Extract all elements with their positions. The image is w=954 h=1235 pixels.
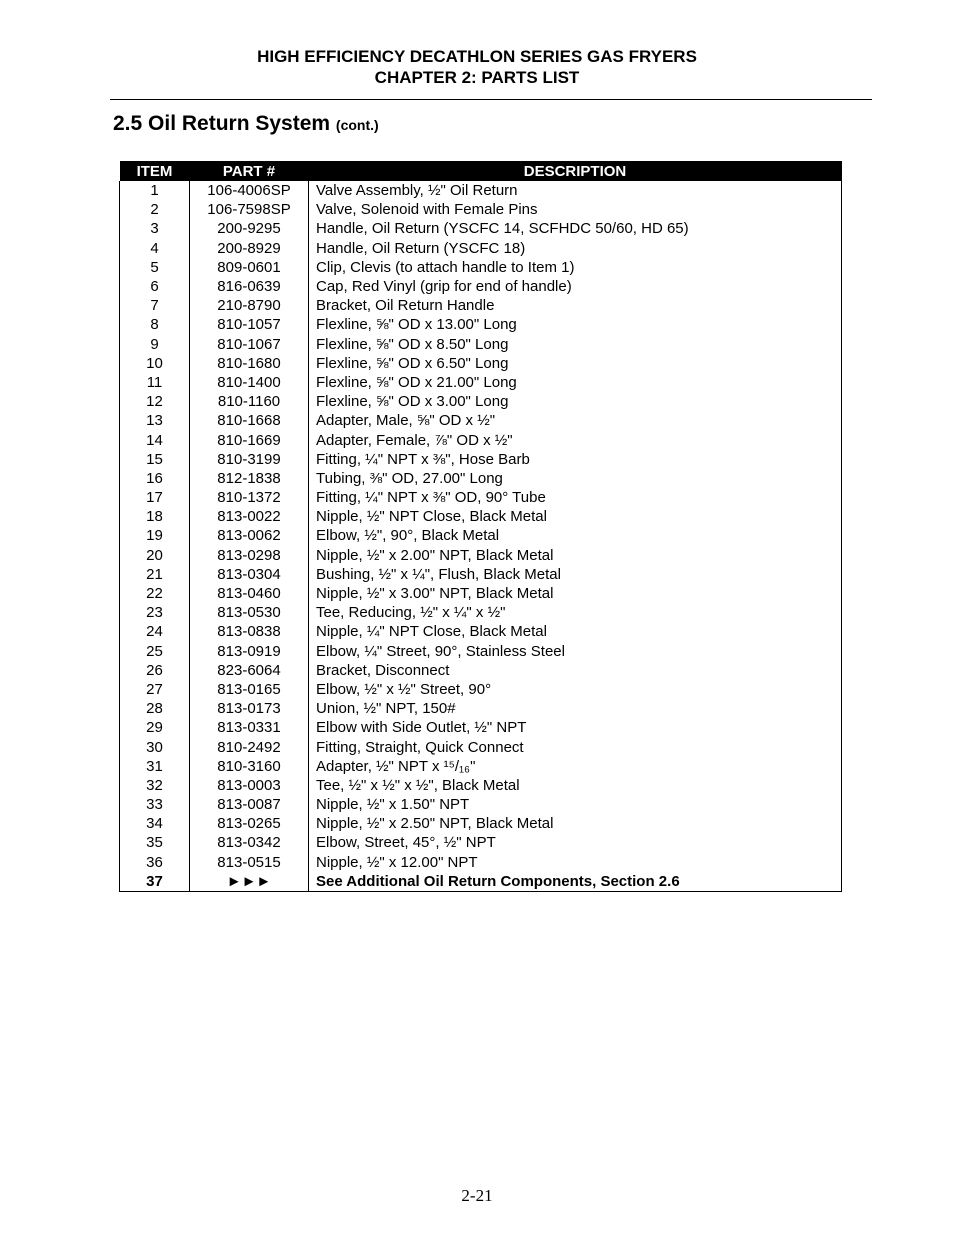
- table-row: [120, 373, 842, 392]
- part-number-cell: 813-0087: [190, 795, 309, 814]
- table-row: [120, 603, 842, 622]
- item-cell: 37: [120, 872, 190, 892]
- item-cell: 27: [120, 680, 190, 699]
- table-row: [120, 354, 842, 373]
- item-cell: 13: [120, 411, 190, 430]
- description-cell: Fitting, Straight, Quick Connect: [309, 737, 842, 756]
- item-cell: 14: [120, 430, 190, 449]
- part-number-cell: 813-0173: [190, 699, 309, 718]
- section-title: [113, 112, 379, 136]
- description-cell: Bracket, Disconnect: [309, 661, 842, 680]
- part-number-cell: 810-1680: [190, 354, 309, 373]
- part-number-cell: 813-0062: [190, 526, 309, 545]
- item-cell: 24: [120, 622, 190, 641]
- item-cell: 20: [120, 546, 190, 565]
- item-cell: 6: [120, 277, 190, 296]
- table-row: [120, 277, 842, 296]
- header-chapter: CHAPTER 2: PARTS LIST: [374, 68, 580, 87]
- description-cell: Elbow, Street, 45°, ½" NPT: [309, 833, 842, 852]
- part-number-cell: 810-1668: [190, 411, 309, 430]
- part-number-cell: 810-3199: [190, 450, 309, 469]
- column-header-description: DESCRIPTION: [309, 161, 842, 181]
- part-number-cell: 813-0331: [190, 718, 309, 737]
- part-number-cell: 823-6064: [190, 661, 309, 680]
- item-cell: 15: [120, 450, 190, 469]
- table-row: [120, 757, 842, 776]
- description-cell: Flexline, ⅝" OD x 13.00" Long: [309, 315, 842, 334]
- part-number-cell: 813-0342: [190, 833, 309, 852]
- table-row: [120, 718, 842, 737]
- item-cell: 26: [120, 661, 190, 680]
- section-title-text: 2.5 Oil Return System: [113, 112, 331, 135]
- table-header-row: [120, 161, 842, 181]
- item-cell: 10: [120, 354, 190, 373]
- table-row: [120, 258, 842, 277]
- table-row: [120, 814, 842, 833]
- part-number-cell: 816-0639: [190, 277, 309, 296]
- description-cell: Bushing, ½" x ¼", Flush, Black Metal: [309, 565, 842, 584]
- part-number-cell: 813-0003: [190, 776, 309, 795]
- item-cell: 2: [120, 200, 190, 219]
- table-row: [120, 699, 842, 718]
- part-number-cell: 812-1838: [190, 469, 309, 488]
- item-cell: 21: [120, 565, 190, 584]
- item-cell: 17: [120, 488, 190, 507]
- column-header-item: ITEM: [120, 161, 190, 181]
- part-number-cell: 813-0515: [190, 853, 309, 872]
- description-cell: Handle, Oil Return (YSCFC 14, SCFHDC 50/60, HD 65): [309, 219, 842, 238]
- description-cell: Cap, Red Vinyl (grip for end of handle): [309, 277, 842, 296]
- table-row: [120, 584, 842, 603]
- table-row: [120, 795, 842, 814]
- item-cell: 32: [120, 776, 190, 795]
- item-cell: 12: [120, 392, 190, 411]
- part-number-cell: 810-1400: [190, 373, 309, 392]
- description-cell: Adapter, ½" NPT x ¹⁵/₁₆": [309, 757, 842, 776]
- description-cell: Handle, Oil Return (YSCFC 18): [309, 239, 842, 258]
- part-number-cell: ►►►: [190, 872, 309, 892]
- description-cell: Bracket, Oil Return Handle: [309, 296, 842, 315]
- description-cell: Adapter, Female, ⅞" OD x ½": [309, 430, 842, 449]
- page-number: 2-21: [461, 1186, 493, 1205]
- part-number-cell: 813-0165: [190, 680, 309, 699]
- table-row: [120, 776, 842, 795]
- table-row: [120, 315, 842, 334]
- description-cell: Elbow, ¼" Street, 90°, Stainless Steel: [309, 642, 842, 661]
- part-number-cell: 813-0838: [190, 622, 309, 641]
- column-header-part: PART #: [190, 161, 309, 181]
- table-row: [120, 661, 842, 680]
- description-cell: Elbow, ½", 90°, Black Metal: [309, 526, 842, 545]
- part-number-cell: 813-0265: [190, 814, 309, 833]
- item-cell: 22: [120, 584, 190, 603]
- description-cell: Nipple, ½" x 1.50" NPT: [309, 795, 842, 814]
- description-cell: Clip, Clevis (to attach handle to Item 1): [309, 258, 842, 277]
- description-cell: Elbow, ½" x ½" Street, 90°: [309, 680, 842, 699]
- header-divider: [110, 99, 872, 100]
- description-cell: Nipple, ½" x 3.00" NPT, Black Metal: [309, 584, 842, 603]
- table-row: [120, 565, 842, 584]
- description-cell: Tee, Reducing, ½" x ¼" x ½": [309, 603, 842, 622]
- section-title-suffix: (cont.): [335, 117, 379, 133]
- table-row: [120, 430, 842, 449]
- description-cell: Flexline, ⅝" OD x 21.00" Long: [309, 373, 842, 392]
- part-number-cell: 810-2492: [190, 737, 309, 756]
- description-cell: Tubing, ⅜" OD, 27.00" Long: [309, 469, 842, 488]
- item-cell: 8: [120, 315, 190, 334]
- table-row: [120, 411, 842, 430]
- part-number-cell: 813-0530: [190, 603, 309, 622]
- table-row: [120, 469, 842, 488]
- description-cell: Union, ½" NPT, 150#: [309, 699, 842, 718]
- description-cell: Valve Assembly, ½" Oil Return: [309, 181, 842, 200]
- part-number-cell: 810-1057: [190, 315, 309, 334]
- table-row: [120, 335, 842, 354]
- item-cell: 4: [120, 239, 190, 258]
- description-cell: Flexline, ⅝" OD x 3.00" Long: [309, 392, 842, 411]
- description-cell: Nipple, ½" x 12.00" NPT: [309, 853, 842, 872]
- description-cell: Nipple, ½" NPT Close, Black Metal: [309, 507, 842, 526]
- description-cell: Valve, Solenoid with Female Pins: [309, 200, 842, 219]
- item-cell: 18: [120, 507, 190, 526]
- item-cell: 25: [120, 642, 190, 661]
- part-number-cell: 810-1160: [190, 392, 309, 411]
- item-cell: 11: [120, 373, 190, 392]
- table-row: [120, 219, 842, 238]
- table-row: [120, 181, 842, 200]
- table-row: [120, 296, 842, 315]
- part-number-cell: 106-7598SP: [190, 200, 309, 219]
- parts-table-body: [120, 181, 842, 891]
- description-cell: Fitting, ¼" NPT x ⅜" OD, 90° Tube: [309, 488, 842, 507]
- description-cell: Fitting, ¼" NPT x ⅜", Hose Barb: [309, 450, 842, 469]
- description-cell: Flexline, ⅝" OD x 6.50" Long: [309, 354, 842, 373]
- part-number-cell: 813-0298: [190, 546, 309, 565]
- item-cell: 33: [120, 795, 190, 814]
- description-cell: Adapter, Male, ⅝" OD x ½": [309, 411, 842, 430]
- item-cell: 36: [120, 853, 190, 872]
- table-row: [120, 737, 842, 756]
- table-row: [120, 642, 842, 661]
- table-row: [120, 200, 842, 219]
- part-number-cell: 813-0304: [190, 565, 309, 584]
- parts-table: [119, 161, 842, 892]
- description-cell: Elbow with Side Outlet, ½" NPT: [309, 718, 842, 737]
- part-number-cell: 200-8929: [190, 239, 309, 258]
- table-row: [120, 488, 842, 507]
- table-row: [120, 833, 842, 852]
- part-number-cell: 106-4006SP: [190, 181, 309, 200]
- table-row: [120, 239, 842, 258]
- table-row: [120, 526, 842, 545]
- table-row: [120, 622, 842, 641]
- item-cell: 28: [120, 699, 190, 718]
- table-row: [120, 392, 842, 411]
- document-header: [0, 46, 954, 88]
- part-number-cell: 810-1372: [190, 488, 309, 507]
- table-row: [120, 872, 842, 892]
- part-number-cell: 809-0601: [190, 258, 309, 277]
- item-cell: 3: [120, 219, 190, 238]
- part-number-cell: 813-0460: [190, 584, 309, 603]
- part-number-cell: 210-8790: [190, 296, 309, 315]
- item-cell: 29: [120, 718, 190, 737]
- item-cell: 16: [120, 469, 190, 488]
- description-cell: Nipple, ½" x 2.50" NPT, Black Metal: [309, 814, 842, 833]
- header-title: HIGH EFFICIENCY DECATHLON SERIES GAS FRYERS: [257, 47, 697, 66]
- item-cell: 35: [120, 833, 190, 852]
- item-cell: 31: [120, 757, 190, 776]
- description-cell: Nipple, ¼" NPT Close, Black Metal: [309, 622, 842, 641]
- table-row: [120, 546, 842, 565]
- item-cell: 34: [120, 814, 190, 833]
- table-row: [120, 680, 842, 699]
- table-row: [120, 507, 842, 526]
- part-number-cell: 810-1067: [190, 335, 309, 354]
- description-cell: Tee, ½" x ½" x ½", Black Metal: [309, 776, 842, 795]
- item-cell: 30: [120, 737, 190, 756]
- item-cell: 7: [120, 296, 190, 315]
- item-cell: 9: [120, 335, 190, 354]
- item-cell: 5: [120, 258, 190, 277]
- part-number-cell: 813-0022: [190, 507, 309, 526]
- description-cell: Flexline, ⅝" OD x 8.50" Long: [309, 335, 842, 354]
- item-cell: 1: [120, 181, 190, 200]
- table-row: [120, 853, 842, 872]
- part-number-cell: 200-9295: [190, 219, 309, 238]
- description-cell: See Additional Oil Return Components, Section 2.6: [309, 872, 842, 892]
- item-cell: 23: [120, 603, 190, 622]
- part-number-cell: 813-0919: [190, 642, 309, 661]
- table-row: [120, 450, 842, 469]
- part-number-cell: 810-1669: [190, 430, 309, 449]
- description-cell: Nipple, ½" x 2.00" NPT, Black Metal: [309, 546, 842, 565]
- item-cell: 19: [120, 526, 190, 545]
- part-number-cell: 810-3160: [190, 757, 309, 776]
